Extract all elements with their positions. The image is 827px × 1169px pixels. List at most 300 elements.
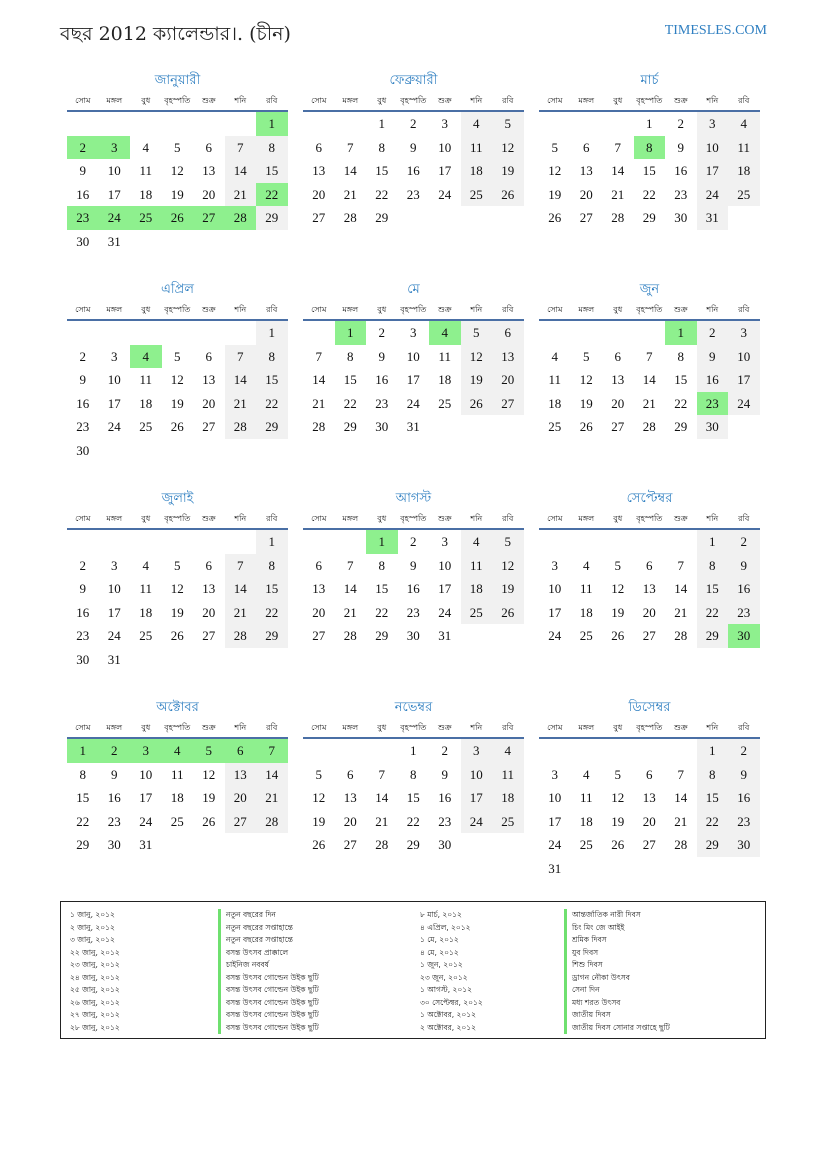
day-cell[interactable]: 15 [697, 577, 729, 601]
day-cell[interactable]: 29 [256, 415, 288, 439]
day-cell[interactable]: 30 [697, 415, 729, 439]
day-cell[interactable]: 26 [312, 837, 326, 852]
holiday-day-cell[interactable]: 1 [665, 321, 697, 345]
holiday-day-cell[interactable]: 30 [728, 624, 760, 648]
day-cell[interactable]: 6 [315, 557, 322, 573]
day-cell[interactable]: 27 [343, 837, 357, 852]
day-cell[interactable]: 21 [642, 395, 656, 411]
day-cell[interactable]: 10 [728, 345, 760, 369]
holiday-day-cell[interactable]: 4 [429, 321, 461, 345]
day-cell[interactable]: 15 [256, 368, 288, 392]
day-cell[interactable]: 22 [642, 186, 656, 202]
day-cell[interactable]: 10 [697, 136, 729, 160]
day-cell[interactable]: 4 [461, 112, 493, 136]
day-cell[interactable]: 14 [225, 368, 257, 392]
day-cell[interactable]: 19 [548, 186, 562, 202]
day-cell[interactable]: 1 [378, 116, 385, 131]
day-cell[interactable]: 17 [139, 790, 153, 805]
day-cell[interactable]: 21 [312, 395, 326, 411]
day-cell[interactable]: 17 [697, 159, 729, 183]
day-cell[interactable]: 13 [642, 581, 656, 596]
day-cell[interactable]: 18 [579, 813, 593, 829]
day-cell[interactable]: 3 [111, 348, 118, 364]
day-cell[interactable]: 18 [461, 159, 493, 183]
day-cell[interactable]: 6 [583, 139, 590, 155]
holiday-day-cell[interactable]: 24 [99, 206, 131, 230]
day-cell[interactable]: 10 [139, 766, 153, 782]
day-cell[interactable]: 23 [406, 186, 420, 202]
day-cell[interactable]: 14 [343, 163, 357, 178]
holiday-day-cell[interactable]: 25 [130, 206, 162, 230]
day-cell[interactable]: 11 [139, 372, 153, 387]
day-cell[interactable]: 3 [441, 116, 448, 131]
day-cell[interactable]: 4 [551, 348, 558, 364]
day-cell[interactable]: 7 [225, 136, 257, 160]
day-cell[interactable]: 12 [548, 163, 562, 178]
day-cell[interactable]: 20 [202, 186, 216, 202]
day-cell[interactable]: 14 [256, 763, 288, 787]
day-cell[interactable]: 5 [614, 766, 621, 782]
day-cell[interactable]: 20 [492, 368, 524, 392]
day-cell[interactable]: 12 [170, 163, 184, 178]
day-cell[interactable]: 29 [375, 628, 389, 643]
day-cell[interactable]: 7 [677, 766, 684, 782]
day-cell[interactable]: 19 [170, 186, 184, 202]
day-cell[interactable]: 31 [406, 419, 420, 434]
day-cell[interactable]: 3 [551, 766, 558, 782]
day-cell[interactable]: 29 [343, 419, 357, 434]
day-cell[interactable]: 18 [438, 372, 452, 387]
day-cell[interactable]: 4 [461, 530, 493, 554]
day-cell[interactable]: 3 [551, 557, 558, 573]
day-cell[interactable]: 26 [170, 628, 184, 643]
day-cell[interactable]: 29 [76, 837, 90, 852]
day-cell[interactable]: 18 [492, 786, 524, 810]
day-cell[interactable]: 17 [438, 163, 452, 178]
holiday-day-cell[interactable]: 1 [256, 112, 288, 136]
day-cell[interactable]: 1 [646, 116, 653, 131]
day-cell[interactable]: 9 [677, 139, 684, 155]
day-cell[interactable]: 3 [111, 557, 118, 573]
day-cell[interactable]: 12 [312, 790, 326, 805]
day-cell[interactable]: 14 [611, 163, 625, 178]
holiday-day-cell[interactable]: 1 [366, 530, 398, 554]
day-cell[interactable]: 29 [674, 419, 688, 434]
day-cell[interactable]: 25 [579, 837, 593, 852]
day-cell[interactable]: 5 [583, 348, 590, 364]
day-cell[interactable]: 19 [492, 159, 524, 183]
day-cell[interactable]: 12 [202, 766, 216, 782]
day-cell[interactable]: 2 [728, 530, 760, 554]
day-cell[interactable]: 20 [611, 395, 625, 411]
day-cell[interactable]: 1 [697, 739, 729, 763]
day-cell[interactable]: 19 [611, 604, 625, 620]
day-cell[interactable]: 2 [677, 116, 684, 131]
day-cell[interactable]: 20 [202, 604, 216, 620]
day-cell[interactable]: 11 [139, 163, 153, 178]
day-cell[interactable]: 26 [611, 837, 625, 852]
day-cell[interactable]: 1 [256, 530, 288, 554]
day-cell[interactable]: 13 [312, 163, 326, 178]
day-cell[interactable]: 19 [611, 813, 625, 829]
day-cell[interactable]: 2 [378, 325, 385, 340]
day-cell[interactable]: 24 [461, 810, 493, 834]
day-cell[interactable]: 19 [312, 813, 326, 829]
day-cell[interactable]: 10 [548, 581, 562, 596]
day-cell[interactable]: 12 [611, 581, 625, 596]
day-cell[interactable]: 17 [107, 186, 121, 202]
day-cell[interactable]: 2 [410, 116, 417, 131]
holiday-day-cell[interactable]: 6 [225, 739, 257, 763]
day-cell[interactable]: 8 [378, 557, 385, 573]
day-cell[interactable]: 16 [76, 395, 90, 411]
day-cell[interactable]: 24 [548, 837, 562, 852]
day-cell[interactable]: 10 [548, 790, 562, 805]
day-cell[interactable]: 24 [728, 392, 760, 416]
day-cell[interactable]: 27 [225, 810, 257, 834]
day-cell[interactable]: 15 [674, 372, 688, 387]
day-cell[interactable]: 4 [142, 139, 149, 155]
day-cell[interactable]: 17 [438, 581, 452, 596]
day-cell[interactable]: 21 [343, 186, 357, 202]
day-cell[interactable]: 17 [406, 372, 420, 387]
holiday-day-cell[interactable]: 23 [697, 392, 729, 416]
day-cell[interactable]: 9 [728, 554, 760, 578]
day-cell[interactable]: 15 [256, 577, 288, 601]
day-cell[interactable]: 30 [107, 837, 121, 852]
day-cell[interactable]: 12 [492, 554, 524, 578]
day-cell[interactable]: 20 [642, 604, 656, 620]
day-cell[interactable]: 30 [438, 837, 452, 852]
day-cell[interactable]: 14 [375, 790, 389, 805]
day-cell[interactable]: 10 [107, 581, 121, 596]
day-cell[interactable]: 25 [548, 419, 562, 434]
day-cell[interactable]: 19 [492, 577, 524, 601]
day-cell[interactable]: 21 [256, 786, 288, 810]
day-cell[interactable]: 23 [76, 419, 90, 434]
day-cell[interactable]: 21 [674, 604, 688, 620]
day-cell[interactable]: 12 [611, 790, 625, 805]
day-cell[interactable]: 29 [697, 624, 729, 648]
day-cell[interactable]: 2 [697, 321, 729, 345]
day-cell[interactable]: 31 [107, 651, 121, 667]
day-cell[interactable]: 8 [677, 348, 684, 364]
day-cell[interactable]: 24 [406, 395, 420, 411]
day-cell[interactable]: 2 [79, 348, 86, 364]
holiday-day-cell[interactable]: 22 [256, 183, 288, 207]
day-cell[interactable]: 4 [583, 766, 590, 782]
day-cell[interactable]: 24 [139, 813, 153, 829]
day-cell[interactable]: 26 [492, 601, 524, 625]
day-cell[interactable]: 13 [611, 372, 625, 387]
day-cell[interactable]: 22 [256, 392, 288, 416]
day-cell[interactable]: 5 [174, 348, 181, 364]
day-cell[interactable]: 20 [343, 813, 357, 829]
day-cell[interactable]: 20 [202, 395, 216, 411]
holiday-day-cell[interactable]: 8 [634, 136, 666, 160]
day-cell[interactable]: 8 [256, 345, 288, 369]
day-cell[interactable]: 8 [697, 554, 729, 578]
day-cell[interactable]: 13 [202, 163, 216, 178]
day-cell[interactable]: 5 [614, 557, 621, 573]
day-cell[interactable]: 16 [406, 163, 420, 178]
day-cell[interactable]: 3 [461, 739, 493, 763]
day-cell[interactable]: 24 [107, 419, 121, 434]
day-cell[interactable]: 13 [642, 790, 656, 805]
day-cell[interactable]: 11 [728, 136, 760, 160]
day-cell[interactable]: 20 [579, 186, 593, 202]
day-cell[interactable]: 20 [312, 604, 326, 620]
day-cell[interactable]: 9 [441, 766, 448, 782]
day-cell[interactable]: 29 [256, 206, 288, 230]
day-cell[interactable]: 27 [312, 210, 326, 225]
holiday-day-cell[interactable]: 1 [335, 321, 367, 345]
day-cell[interactable]: 22 [406, 813, 420, 829]
day-cell[interactable]: 26 [461, 392, 493, 416]
day-cell[interactable]: 21 [225, 183, 257, 207]
day-cell[interactable]: 16 [728, 577, 760, 601]
day-cell[interactable]: 13 [202, 581, 216, 596]
day-cell[interactable]: 2 [79, 557, 86, 573]
day-cell[interactable]: 17 [548, 604, 562, 620]
holiday-day-cell[interactable]: 2 [99, 739, 131, 763]
day-cell[interactable]: 4 [142, 557, 149, 573]
day-cell[interactable]: 1 [410, 743, 417, 758]
day-cell[interactable]: 25 [492, 810, 524, 834]
day-cell[interactable]: 19 [579, 395, 593, 411]
day-cell[interactable]: 6 [646, 557, 653, 573]
day-cell[interactable]: 22 [375, 604, 389, 620]
day-cell[interactable]: 30 [76, 442, 90, 458]
day-cell[interactable]: 13 [492, 345, 524, 369]
day-cell[interactable]: 7 [315, 348, 322, 364]
day-cell[interactable]: 22 [697, 810, 729, 834]
day-cell[interactable]: 31 [548, 860, 562, 876]
day-cell[interactable]: 21 [343, 604, 357, 620]
day-cell[interactable]: 20 [312, 186, 326, 202]
day-cell[interactable]: 29 [256, 624, 288, 648]
day-cell[interactable]: 28 [343, 210, 357, 225]
day-cell[interactable]: 25 [438, 395, 452, 411]
day-cell[interactable]: 23 [728, 601, 760, 625]
day-cell[interactable]: 28 [611, 210, 625, 225]
holiday-day-cell[interactable]: 28 [225, 206, 257, 230]
day-cell[interactable]: 6 [205, 139, 212, 155]
day-cell[interactable]: 28 [674, 628, 688, 643]
day-cell[interactable]: 12 [579, 372, 593, 387]
day-cell[interactable]: 28 [343, 628, 357, 643]
day-cell[interactable]: 14 [225, 159, 257, 183]
day-cell[interactable]: 21 [225, 392, 257, 416]
day-cell[interactable]: 5 [315, 766, 322, 782]
day-cell[interactable]: 11 [139, 581, 153, 596]
day-cell[interactable]: 14 [312, 372, 326, 387]
brand-link[interactable]: TIMESLES.COM [664, 23, 767, 38]
day-cell[interactable]: 26 [202, 813, 216, 829]
day-cell[interactable]: 30 [76, 233, 90, 249]
day-cell[interactable]: 29 [642, 210, 656, 225]
day-cell[interactable]: 24 [697, 183, 729, 207]
day-cell[interactable]: 15 [343, 372, 357, 387]
day-cell[interactable]: 11 [492, 763, 524, 787]
day-cell[interactable]: 3 [728, 321, 760, 345]
day-cell[interactable]: 25 [728, 183, 760, 207]
day-cell[interactable]: 15 [406, 790, 420, 805]
day-cell[interactable]: 7 [677, 557, 684, 573]
day-cell[interactable]: 22 [674, 395, 688, 411]
day-cell[interactable]: 11 [461, 554, 493, 578]
day-cell[interactable]: 26 [611, 628, 625, 643]
day-cell[interactable]: 16 [107, 790, 121, 805]
day-cell[interactable]: 23 [406, 604, 420, 620]
day-cell[interactable]: 8 [256, 554, 288, 578]
day-cell[interactable]: 27 [579, 210, 593, 225]
day-cell[interactable]: 24 [438, 604, 452, 620]
day-cell[interactable]: 4 [583, 557, 590, 573]
day-cell[interactable]: 13 [343, 790, 357, 805]
day-cell[interactable]: 7 [347, 557, 354, 573]
day-cell[interactable]: 5 [492, 112, 524, 136]
day-cell[interactable]: 11 [438, 348, 452, 364]
day-cell[interactable]: 13 [579, 163, 593, 178]
day-cell[interactable]: 18 [728, 159, 760, 183]
day-cell[interactable]: 8 [378, 139, 385, 155]
day-cell[interactable]: 17 [107, 395, 121, 411]
day-cell[interactable]: 5 [174, 557, 181, 573]
day-cell[interactable]: 7 [225, 554, 257, 578]
day-cell[interactable]: 5 [551, 139, 558, 155]
day-cell[interactable]: 19 [170, 395, 184, 411]
day-cell[interactable]: 5 [174, 139, 181, 155]
day-cell[interactable]: 3 [697, 112, 729, 136]
day-cell[interactable]: 24 [438, 186, 452, 202]
day-cell[interactable]: 10 [107, 372, 121, 387]
day-cell[interactable]: 7 [614, 139, 621, 155]
day-cell[interactable]: 23 [438, 813, 452, 829]
day-cell[interactable]: 28 [375, 837, 389, 852]
day-cell[interactable]: 28 [312, 419, 326, 434]
day-cell[interactable]: 31 [107, 233, 121, 249]
day-cell[interactable]: 9 [378, 348, 385, 364]
day-cell[interactable]: 10 [438, 139, 452, 155]
day-cell[interactable]: 6 [492, 321, 524, 345]
day-cell[interactable]: 2 [441, 743, 448, 758]
day-cell[interactable]: 10 [461, 763, 493, 787]
day-cell[interactable]: 22 [697, 601, 729, 625]
day-cell[interactable]: 10 [406, 348, 420, 364]
day-cell[interactable]: 30 [728, 833, 760, 857]
day-cell[interactable]: 19 [170, 604, 184, 620]
day-cell[interactable]: 27 [202, 419, 216, 434]
day-cell[interactable]: 16 [674, 163, 688, 178]
holiday-day-cell[interactable]: 2 [67, 136, 99, 160]
day-cell[interactable]: 17 [548, 813, 562, 829]
day-cell[interactable]: 18 [548, 395, 562, 411]
day-cell[interactable]: 18 [139, 604, 153, 620]
day-cell[interactable]: 7 [347, 139, 354, 155]
day-cell[interactable]: 3 [441, 534, 448, 549]
day-cell[interactable]: 31 [139, 837, 153, 852]
day-cell[interactable]: 17 [107, 604, 121, 620]
day-cell[interactable]: 27 [202, 628, 216, 643]
day-cell[interactable]: 25 [461, 601, 493, 625]
day-cell[interactable]: 28 [642, 419, 656, 434]
day-cell[interactable]: 29 [406, 837, 420, 852]
day-cell[interactable]: 15 [375, 581, 389, 596]
day-cell[interactable]: 9 [79, 163, 86, 178]
day-cell[interactable]: 29 [697, 833, 729, 857]
day-cell[interactable]: 8 [256, 136, 288, 160]
day-cell[interactable]: 17 [461, 786, 493, 810]
day-cell[interactable]: 6 [315, 139, 322, 155]
day-cell[interactable]: 25 [170, 813, 184, 829]
day-cell[interactable]: 26 [548, 210, 562, 225]
day-cell[interactable]: 21 [611, 186, 625, 202]
day-cell[interactable]: 14 [674, 790, 688, 805]
day-cell[interactable]: 9 [410, 557, 417, 573]
day-cell[interactable]: 31 [697, 206, 729, 230]
day-cell[interactable]: 30 [76, 651, 90, 667]
day-cell[interactable]: 14 [225, 577, 257, 601]
day-cell[interactable]: 19 [461, 368, 493, 392]
holiday-day-cell[interactable]: 3 [99, 136, 131, 160]
day-cell[interactable]: 11 [170, 766, 184, 782]
holiday-day-cell[interactable]: 26 [162, 206, 194, 230]
day-cell[interactable]: 9 [79, 372, 86, 387]
day-cell[interactable]: 18 [139, 395, 153, 411]
day-cell[interactable]: 13 [202, 372, 216, 387]
day-cell[interactable]: 27 [642, 628, 656, 643]
day-cell[interactable]: 30 [375, 419, 389, 434]
day-cell[interactable]: 24 [548, 628, 562, 643]
day-cell[interactable]: 27 [611, 419, 625, 434]
day-cell[interactable]: 6 [646, 766, 653, 782]
day-cell[interactable]: 18 [461, 577, 493, 601]
day-cell[interactable]: 16 [728, 786, 760, 810]
day-cell[interactable]: 8 [697, 763, 729, 787]
day-cell[interactable]: 26 [492, 183, 524, 207]
day-cell[interactable]: 30 [674, 210, 688, 225]
day-cell[interactable]: 22 [76, 813, 90, 829]
day-cell[interactable]: 14 [642, 372, 656, 387]
day-cell[interactable]: 15 [256, 159, 288, 183]
day-cell[interactable]: 2 [728, 739, 760, 763]
day-cell[interactable]: 8 [347, 348, 354, 364]
day-cell[interactable]: 9 [79, 581, 86, 596]
day-cell[interactable]: 23 [76, 628, 90, 643]
day-cell[interactable]: 9 [410, 139, 417, 155]
day-cell[interactable]: 11 [548, 372, 562, 387]
day-cell[interactable]: 5 [492, 530, 524, 554]
day-cell[interactable]: 9 [728, 763, 760, 787]
day-cell[interactable]: 16 [76, 604, 90, 620]
day-cell[interactable]: 7 [378, 766, 385, 782]
day-cell[interactable]: 16 [76, 186, 90, 202]
day-cell[interactable]: 12 [492, 136, 524, 160]
day-cell[interactable]: 15 [642, 163, 656, 178]
holiday-day-cell[interactable]: 23 [67, 206, 99, 230]
day-cell[interactable]: 14 [343, 581, 357, 596]
day-cell[interactable]: 12 [170, 581, 184, 596]
day-cell[interactable]: 6 [205, 348, 212, 364]
day-cell[interactable]: 31 [438, 628, 452, 643]
day-cell[interactable]: 20 [225, 786, 257, 810]
day-cell[interactable]: 7 [646, 348, 653, 364]
day-cell[interactable]: 8 [79, 766, 86, 782]
holiday-day-cell[interactable]: 1 [67, 739, 99, 763]
day-cell[interactable]: 27 [642, 837, 656, 852]
holiday-day-cell[interactable]: 4 [162, 739, 194, 763]
